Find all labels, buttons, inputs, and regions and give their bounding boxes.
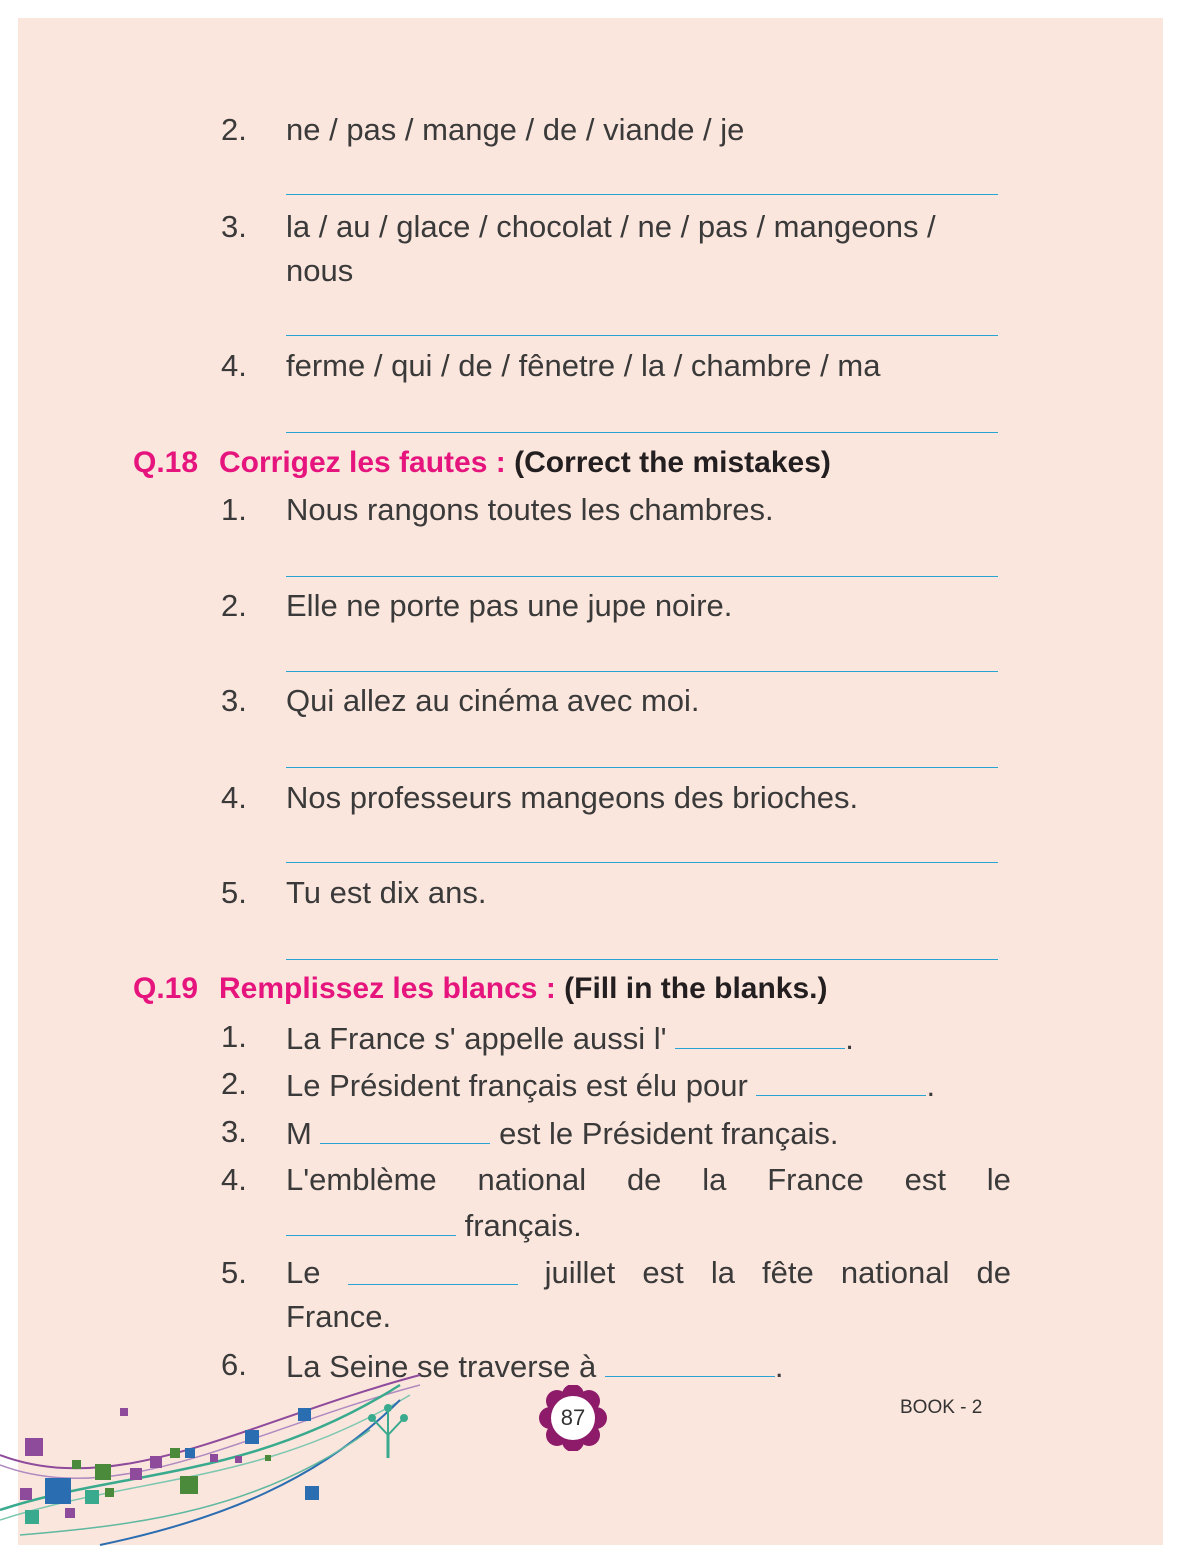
decorative-wave-graphic xyxy=(0,1360,460,1550)
item-text: M est le Président français. xyxy=(286,1113,839,1153)
fill-blank[interactable] xyxy=(286,1205,456,1236)
answer-line[interactable] xyxy=(286,576,998,577)
question-title-fr: Corrigez les fautes : xyxy=(219,446,506,479)
answer-line[interactable] xyxy=(286,862,998,863)
item-number: 4. xyxy=(221,348,247,383)
question-title-fr: Remplissez les blancs : xyxy=(219,972,556,1005)
fill-blank[interactable] xyxy=(756,1065,926,1096)
answer-line[interactable] xyxy=(286,959,998,960)
item-number: 1. xyxy=(221,492,247,527)
item-text-justified: L'emblème national de la France est le xyxy=(286,1162,1011,1197)
question-number: Q.18 xyxy=(133,446,199,479)
answer-line[interactable] xyxy=(286,671,998,672)
answer-line[interactable] xyxy=(286,194,998,195)
item-text-justified: Le juillet est la fête national de xyxy=(286,1255,1011,1290)
item-number: 4. xyxy=(221,780,247,815)
item-text: Le Président français est élu pour . xyxy=(286,1065,935,1105)
item-number: 3. xyxy=(221,683,247,718)
item-number: 4. xyxy=(221,1162,247,1197)
item-number: 3. xyxy=(221,1114,247,1149)
item-number: 2. xyxy=(221,1066,247,1101)
item-text: Nous rangons toutes les chambres. xyxy=(286,492,774,527)
item-text: ne / pas / mange / de / viande / je xyxy=(286,112,745,147)
item-text: nous xyxy=(286,253,354,288)
answer-line[interactable] xyxy=(286,335,998,336)
item-number: 5. xyxy=(221,1255,247,1290)
item-text: La France s' appelle aussi l' . xyxy=(286,1018,854,1058)
question-heading-q18 xyxy=(133,444,831,482)
item-number: 3. xyxy=(221,209,247,244)
page-number: 87 xyxy=(560,1405,586,1430)
question-title-en: (Correct the mistakes) xyxy=(514,446,831,479)
item-text: Qui allez au cinéma avec moi. xyxy=(286,683,700,718)
book-label: BOOK - 2 xyxy=(900,1397,983,1418)
question-title-en: (Fill in the blanks.) xyxy=(564,972,828,1005)
answer-line[interactable] xyxy=(286,767,998,768)
question-heading-q19 xyxy=(133,970,828,1008)
item-text: La Seine se traverse à . xyxy=(286,1346,783,1386)
fill-blank[interactable] xyxy=(348,1254,518,1285)
item-number: 2. xyxy=(221,588,247,623)
item-text: Elle ne porte pas une jupe noire. xyxy=(286,588,733,623)
item-number: 6. xyxy=(221,1347,247,1382)
item-text: la / au / glace / chocolat / ne / pas / mangeons / xyxy=(286,209,936,244)
answer-line[interactable] xyxy=(286,432,998,433)
page-number-badge xyxy=(538,1385,608,1451)
item-number: 2. xyxy=(221,112,247,147)
fill-blank[interactable] xyxy=(605,1346,775,1377)
item-text: Tu est dix ans. xyxy=(286,875,487,910)
item-number: 5. xyxy=(221,875,247,910)
item-text: français. xyxy=(286,1205,582,1245)
item-text: Nos professeurs mangeons des brioches. xyxy=(286,780,859,815)
item-text: France. xyxy=(286,1299,392,1334)
fill-blank[interactable] xyxy=(320,1113,490,1144)
item-number: 1. xyxy=(221,1019,247,1054)
fill-blank[interactable] xyxy=(675,1018,845,1049)
item-text: ferme / qui / de / fênetre / la / chambre / ma xyxy=(286,348,881,383)
question-number: Q.19 xyxy=(133,972,199,1005)
